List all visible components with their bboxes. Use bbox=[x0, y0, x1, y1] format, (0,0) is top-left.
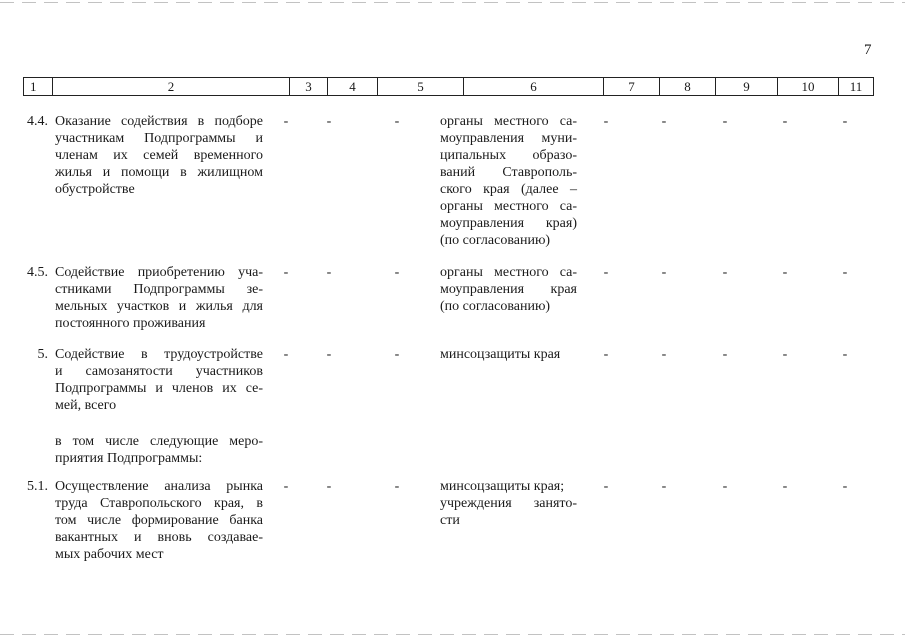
dash-col-8: - bbox=[661, 114, 667, 129]
header-col-11: 11 bbox=[849, 79, 863, 94]
dash-col-9: - bbox=[722, 347, 728, 362]
row-number: 4.5. bbox=[27, 265, 48, 280]
measure-description: Оказание содействия в подборе участникам Подпрограммы и членам их семей временного жилья и помощи в жилищном обустройстве bbox=[55, 114, 263, 197]
executor: минсоцзащиты края; учреждения занято- сти bbox=[440, 479, 577, 528]
header-col-8: 8 bbox=[660, 78, 716, 95]
dash-col-8: - bbox=[661, 479, 667, 494]
dash-col-11: - bbox=[842, 114, 848, 129]
page-number: 7 bbox=[864, 42, 872, 58]
header-col-7: 7 bbox=[604, 78, 660, 95]
dash-col-5: - bbox=[394, 114, 400, 129]
row-number: 5.1. bbox=[27, 479, 48, 494]
dash-col-4: - bbox=[326, 265, 332, 280]
dash-col-7: - bbox=[603, 479, 609, 494]
header-col-4: 4 bbox=[328, 78, 378, 95]
dash-col-7: - bbox=[603, 265, 609, 280]
dash-col-3: - bbox=[283, 479, 289, 494]
dash-col-8: - bbox=[661, 347, 667, 362]
dash-col-11: - bbox=[842, 265, 848, 280]
dash-col-5: - bbox=[394, 265, 400, 280]
measure-description: Содействие в трудоустройстве и самозанятости участников Подпрограммы и членов их се- мей, всего bbox=[55, 347, 263, 413]
executor: органы местного са- моуправления края (по согласованию) bbox=[440, 265, 577, 314]
measure-description: Осуществление анализа рынка труда Ставропольского края, в том числе формирование банка вакантных и вновь создавае- мых рабочих мест bbox=[55, 479, 263, 562]
dash-col-8: - bbox=[661, 265, 667, 280]
header-col-10: 10 bbox=[778, 78, 839, 95]
dash-col-4: - bbox=[326, 479, 332, 494]
dash-col-7: - bbox=[603, 114, 609, 129]
dash-col-7: - bbox=[603, 347, 609, 362]
executor: органы местного са- моуправления муни- ципальных образо- ваний Ставрополь- ского края (далее – органы местного са- моуправления края) (по согласованию) bbox=[440, 114, 577, 248]
dash-col-10: - bbox=[782, 265, 788, 280]
header-col-2: 2 bbox=[53, 78, 290, 95]
dash-col-4: - bbox=[326, 347, 332, 362]
subsection-note: в том числе следующие меро- приятия Подпрограммы: bbox=[55, 434, 263, 466]
dash-col-10: - bbox=[782, 479, 788, 494]
dash-col-11: - bbox=[842, 479, 848, 494]
header-col-3: 3 bbox=[290, 78, 328, 95]
dash-col-3: - bbox=[283, 265, 289, 280]
scan-artifact-top bbox=[0, 2, 905, 3]
header-col-6: 6 bbox=[464, 78, 604, 95]
header-col-9: 9 bbox=[716, 78, 778, 95]
dash-col-9: - bbox=[722, 479, 728, 494]
row-number: 4.4. bbox=[27, 114, 48, 129]
table-header bbox=[23, 77, 874, 96]
dash-col-9: - bbox=[722, 114, 728, 129]
scan-artifact-bottom bbox=[0, 634, 905, 635]
dash-col-3: - bbox=[283, 347, 289, 362]
dash-col-5: - bbox=[394, 479, 400, 494]
dash-col-10: - bbox=[782, 347, 788, 362]
dash-col-4: - bbox=[326, 114, 332, 129]
header-col-1: 1 bbox=[24, 78, 53, 95]
row-number: 5. bbox=[37, 347, 48, 362]
dash-col-11: - bbox=[842, 347, 848, 362]
dash-col-5: - bbox=[394, 347, 400, 362]
dash-col-3: - bbox=[283, 114, 289, 129]
dash-col-9: - bbox=[722, 265, 728, 280]
executor: минсоцзащиты края bbox=[440, 347, 561, 362]
measure-description: Содействие приобретению уча- стниками Подпрограммы зе- мельных участков и жилья для постоянного проживания bbox=[55, 265, 263, 331]
header-col-5: 5 bbox=[378, 78, 464, 95]
dash-col-10: - bbox=[782, 114, 788, 129]
